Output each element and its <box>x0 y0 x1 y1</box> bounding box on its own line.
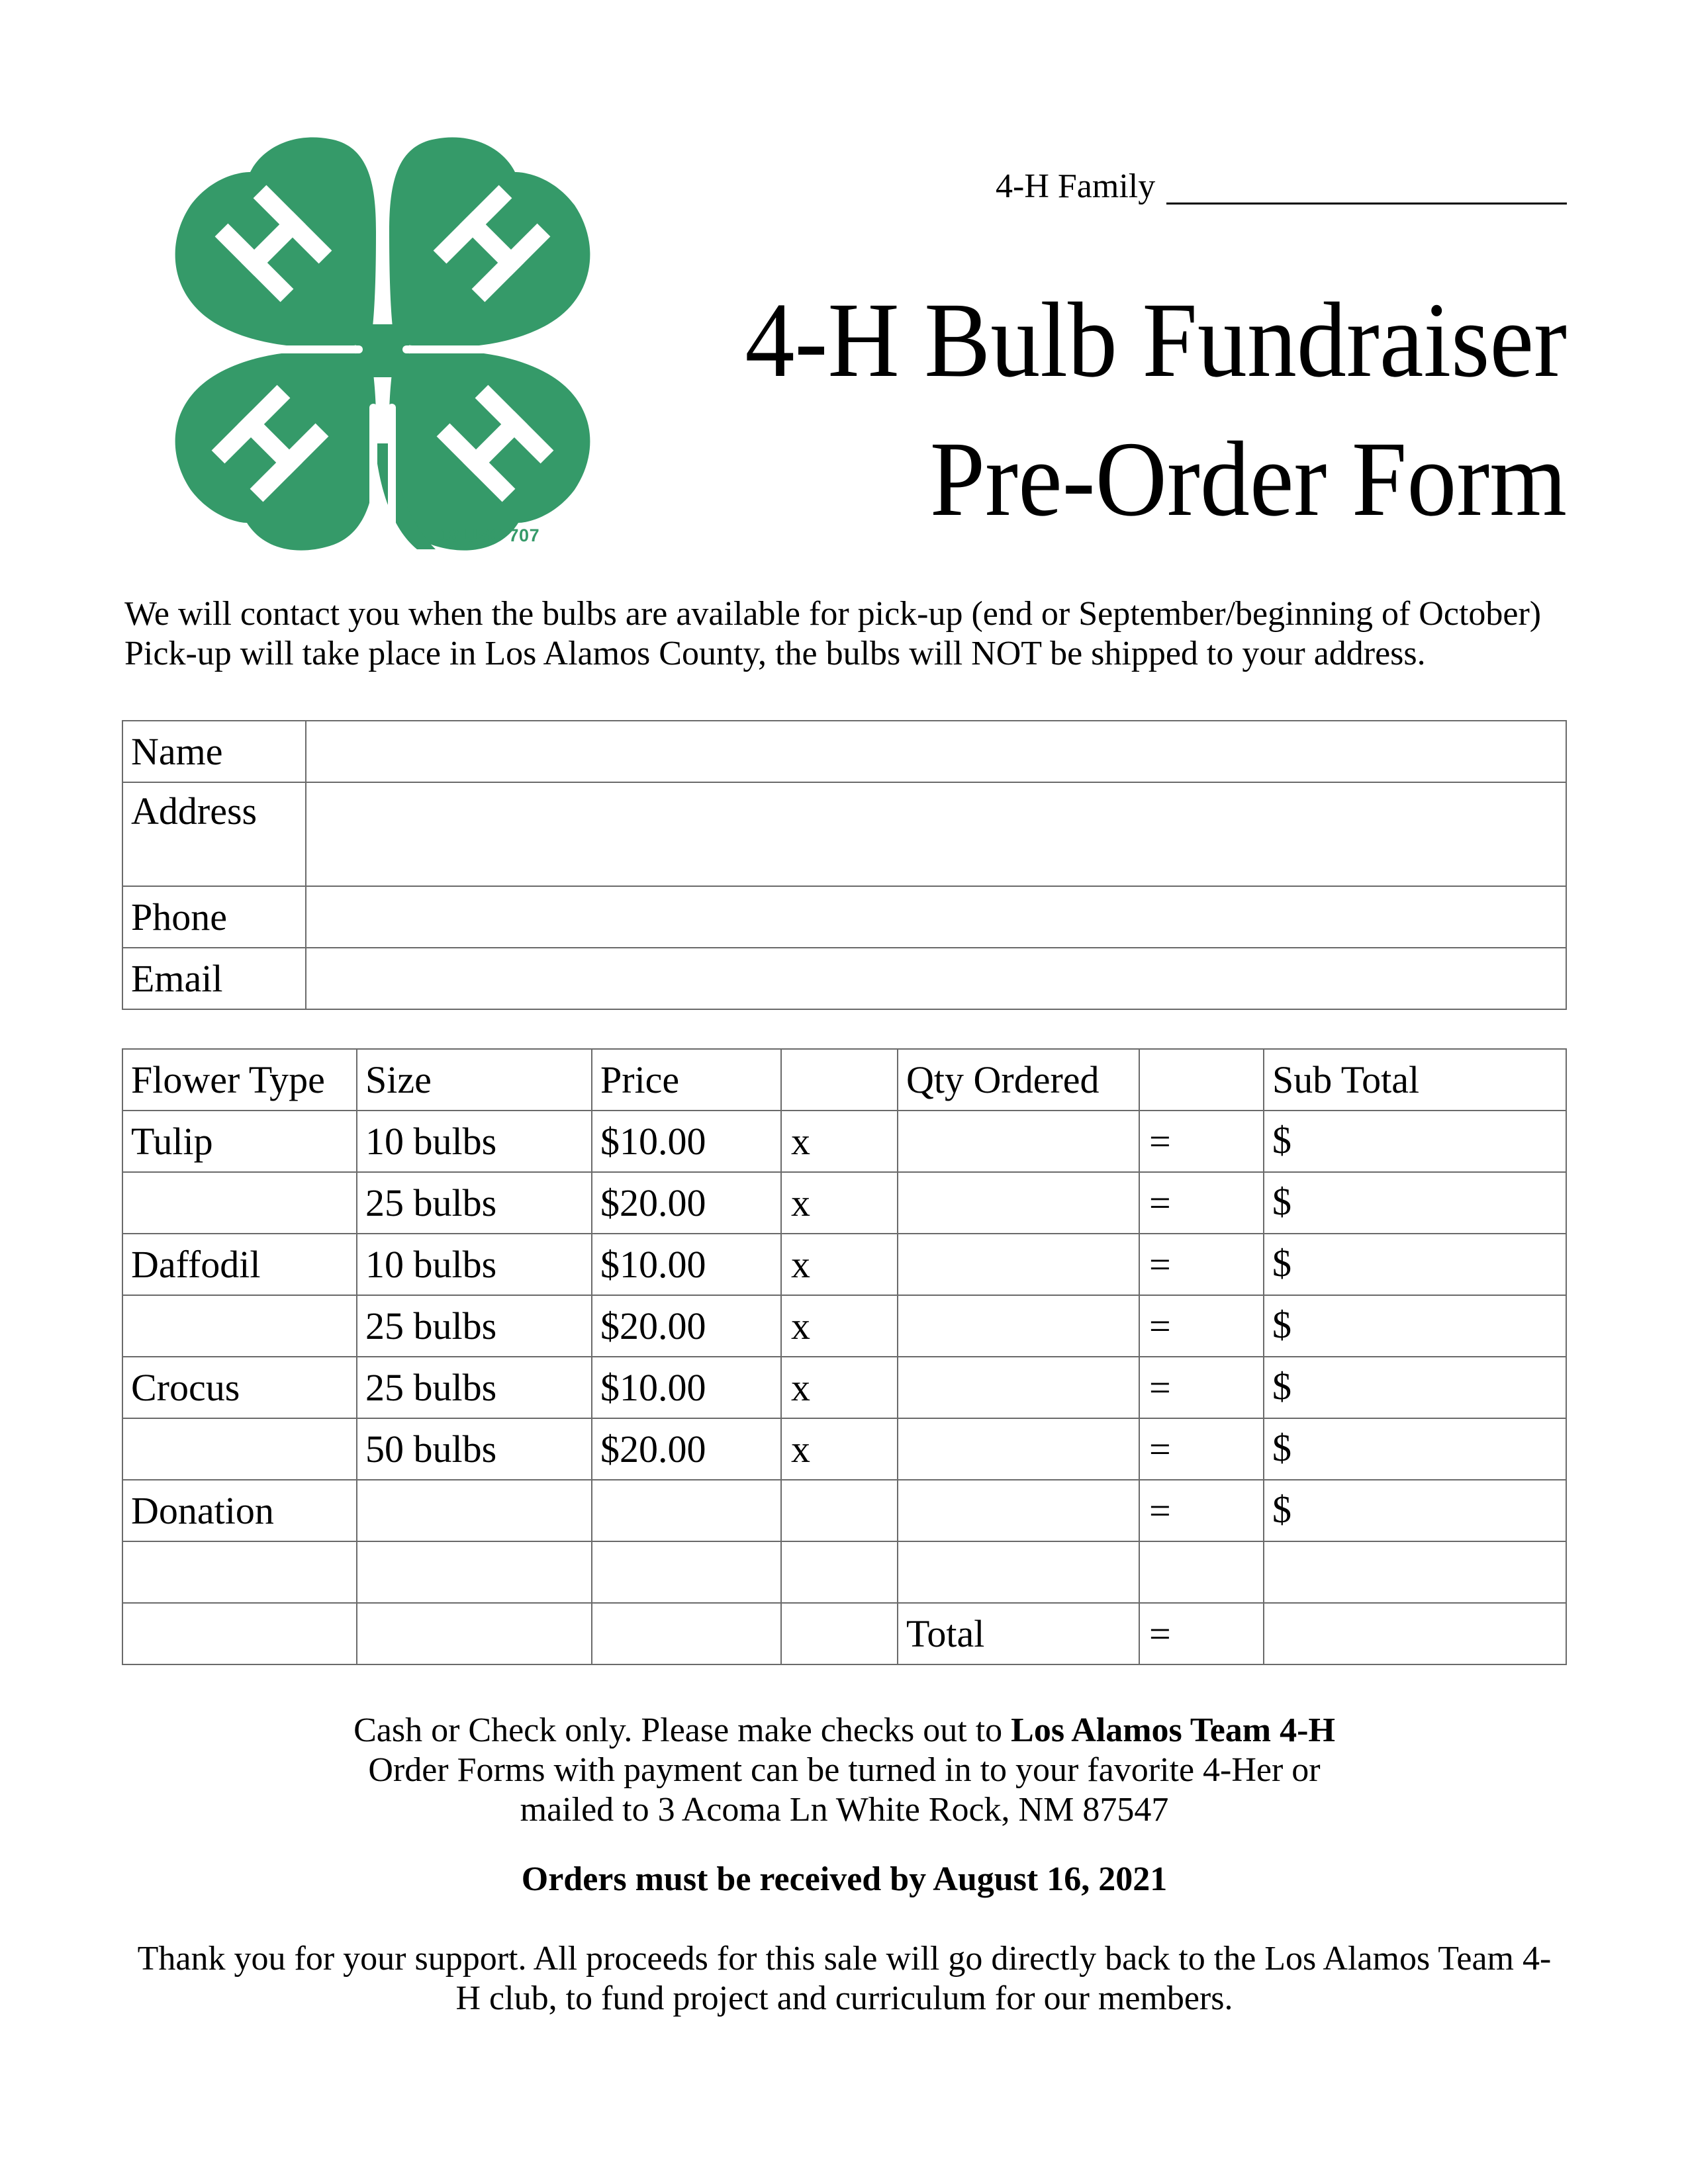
page-title-line1: 4-H Bulb Fundraiser <box>745 281 1567 400</box>
order-row-total <box>122 1603 1566 1664</box>
empty-cell <box>357 1541 592 1603</box>
multiply-sign: x <box>781 1234 898 1295</box>
order-row-donation <box>122 1480 1566 1541</box>
email-field[interactable] <box>306 948 1566 1009</box>
dollar-sign: $ <box>1272 1302 1291 1346</box>
turn-in-line1: Order Forms with payment can be turned in to your favorite 4-Her or <box>368 1751 1321 1789</box>
subtotal-input[interactable] <box>1291 1306 1470 1347</box>
flower-type <box>122 1418 357 1480</box>
order-row-blank <box>122 1541 1566 1603</box>
dollar-sign: $ <box>1272 1179 1291 1223</box>
empty-cell <box>898 1480 1139 1541</box>
thank-you-note <box>122 1939 1567 2019</box>
subtotal-input[interactable] <box>1291 1430 1470 1470</box>
empty-cell <box>357 1480 592 1541</box>
empty-cell <box>898 1541 1139 1603</box>
flower-type: Daffodil <box>122 1234 357 1295</box>
empty-cell <box>781 1480 898 1541</box>
header-flower-type: Flower Type <box>122 1049 357 1111</box>
equals-sign: = <box>1139 1111 1264 1172</box>
qty-input[interactable] <box>906 1122 1129 1162</box>
turn-in-line2: mailed to 3 Acoma Ln White Rock, NM 87547 <box>520 1791 1169 1829</box>
multiply-sign: x <box>781 1111 898 1172</box>
subtotal-input[interactable] <box>1291 1122 1470 1162</box>
order-table <box>122 1048 1567 1665</box>
thanks-line1: Thank you for your support. All proceeds for this sale will go directly back to the Los Alamos Team 4- <box>137 1940 1552 1978</box>
dollar-sign: $ <box>1272 1426 1291 1469</box>
header-blank-eq <box>1139 1049 1264 1111</box>
equals-sign: = <box>1139 1603 1264 1664</box>
flower-type: Crocus <box>122 1357 357 1418</box>
equals-sign: = <box>1139 1480 1264 1541</box>
family-label: 4-H Family <box>996 167 1156 205</box>
header-sub-total: Sub Total <box>1264 1049 1566 1111</box>
size: 25 bulbs <box>357 1357 592 1418</box>
flower-type <box>122 1295 357 1357</box>
name-field[interactable] <box>306 721 1566 782</box>
multiply-sign: x <box>781 1357 898 1418</box>
equals-sign: = <box>1139 1172 1264 1234</box>
empty-cell <box>592 1480 781 1541</box>
header-blank-op <box>781 1049 898 1111</box>
price: $10.00 <box>592 1234 781 1295</box>
address-label: Address <box>122 782 306 886</box>
contact-row-email <box>122 948 1566 1009</box>
equals-sign: = <box>1139 1357 1264 1418</box>
description-line2: Pick-up will take place in Los Alamos County, the bulbs will NOT be shipped to your address. <box>124 635 1426 672</box>
price: $20.00 <box>592 1295 781 1357</box>
empty-cell <box>122 1603 357 1664</box>
size: 50 bulbs <box>357 1418 592 1480</box>
order-row-tulip-10 <box>122 1111 1566 1172</box>
order-row-tulip-25 <box>122 1172 1566 1234</box>
subtotal-input[interactable] <box>1291 1183 1470 1224</box>
logo-caption: 18 USC 707 <box>439 525 540 545</box>
phone-label: Phone <box>122 886 306 948</box>
size: 25 bulbs <box>357 1295 592 1357</box>
size: 25 bulbs <box>357 1172 592 1234</box>
contact-row-address <box>122 782 1566 886</box>
four-h-clover-icon <box>164 132 601 556</box>
payment-prefix: Cash or Check only. Please make checks out to <box>353 1711 1011 1749</box>
multiply-sign: x <box>781 1295 898 1357</box>
donation-input[interactable] <box>1291 1491 1470 1531</box>
subtotal-input[interactable] <box>1291 1245 1470 1285</box>
price: $10.00 <box>592 1111 781 1172</box>
qty-input[interactable] <box>906 1368 1129 1408</box>
equals-sign: = <box>1139 1234 1264 1295</box>
size: 10 bulbs <box>357 1234 592 1295</box>
order-row-crocus-50 <box>122 1418 1566 1480</box>
flower-type: Tulip <box>122 1111 357 1172</box>
description-line1: We will contact you when the bulbs are available for pick-up (end or September/beginning of October) <box>124 595 1542 633</box>
dollar-sign: $ <box>1272 1118 1291 1161</box>
page-title-line2: Pre-Order Form <box>929 420 1567 539</box>
order-row-daffodil-10 <box>122 1234 1566 1295</box>
email-label: Email <box>122 948 306 1009</box>
header-qty-ordered: Qty Ordered <box>898 1049 1139 1111</box>
dollar-sign: $ <box>1272 1364 1291 1408</box>
contact-row-phone <box>122 886 1566 948</box>
empty-cell <box>592 1603 781 1664</box>
payee-name: Los Alamos Team 4-H <box>1011 1711 1335 1749</box>
contact-row-name <box>122 721 1566 782</box>
empty-cell <box>122 1541 357 1603</box>
subtotal-input[interactable] <box>1291 1368 1470 1408</box>
thanks-line2: H club, to fund project and curriculum for our members. <box>455 1979 1233 2017</box>
order-header-row <box>122 1049 1566 1111</box>
qty-input[interactable] <box>906 1430 1129 1470</box>
price: $10.00 <box>592 1357 781 1418</box>
order-row-daffodil-25 <box>122 1295 1566 1357</box>
price: $20.00 <box>592 1172 781 1234</box>
multiply-sign: x <box>781 1418 898 1480</box>
empty-cell <box>357 1603 592 1664</box>
four-h-clover-logo <box>164 132 601 556</box>
header-price: Price <box>592 1049 781 1111</box>
qty-input[interactable] <box>906 1306 1129 1347</box>
empty-cell <box>781 1603 898 1664</box>
contact-table <box>122 720 1567 1010</box>
equals-sign: = <box>1139 1418 1264 1480</box>
address-field[interactable] <box>306 783 1566 886</box>
dollar-sign: $ <box>1272 1241 1291 1285</box>
empty-cell <box>1264 1541 1566 1603</box>
payment-line <box>122 1711 1567 1751</box>
flower-type <box>122 1172 357 1234</box>
empty-cell <box>1139 1541 1264 1603</box>
name-label: Name <box>122 721 306 782</box>
dollar-sign: $ <box>1272 1487 1291 1531</box>
price: $20.00 <box>592 1418 781 1480</box>
multiply-sign: x <box>781 1172 898 1234</box>
donation-label: Donation <box>122 1480 357 1541</box>
equals-sign: = <box>1139 1295 1264 1357</box>
qty-input[interactable] <box>906 1183 1129 1224</box>
total-input[interactable] <box>1272 1614 1451 1655</box>
family-field[interactable] <box>1166 203 1567 205</box>
empty-cell <box>592 1541 781 1603</box>
payment-instructions <box>122 1711 1567 1830</box>
qty-input[interactable] <box>906 1245 1129 1285</box>
empty-cell <box>781 1541 898 1603</box>
size: 10 bulbs <box>357 1111 592 1172</box>
total-label: Total <box>898 1603 1139 1664</box>
description <box>124 594 1581 674</box>
order-row-crocus-25 <box>122 1357 1566 1418</box>
deadline-notice: Orders must be received by August 16, 2021 <box>521 1860 1168 1898</box>
phone-field[interactable] <box>306 887 1566 947</box>
header-size: Size <box>357 1049 592 1111</box>
